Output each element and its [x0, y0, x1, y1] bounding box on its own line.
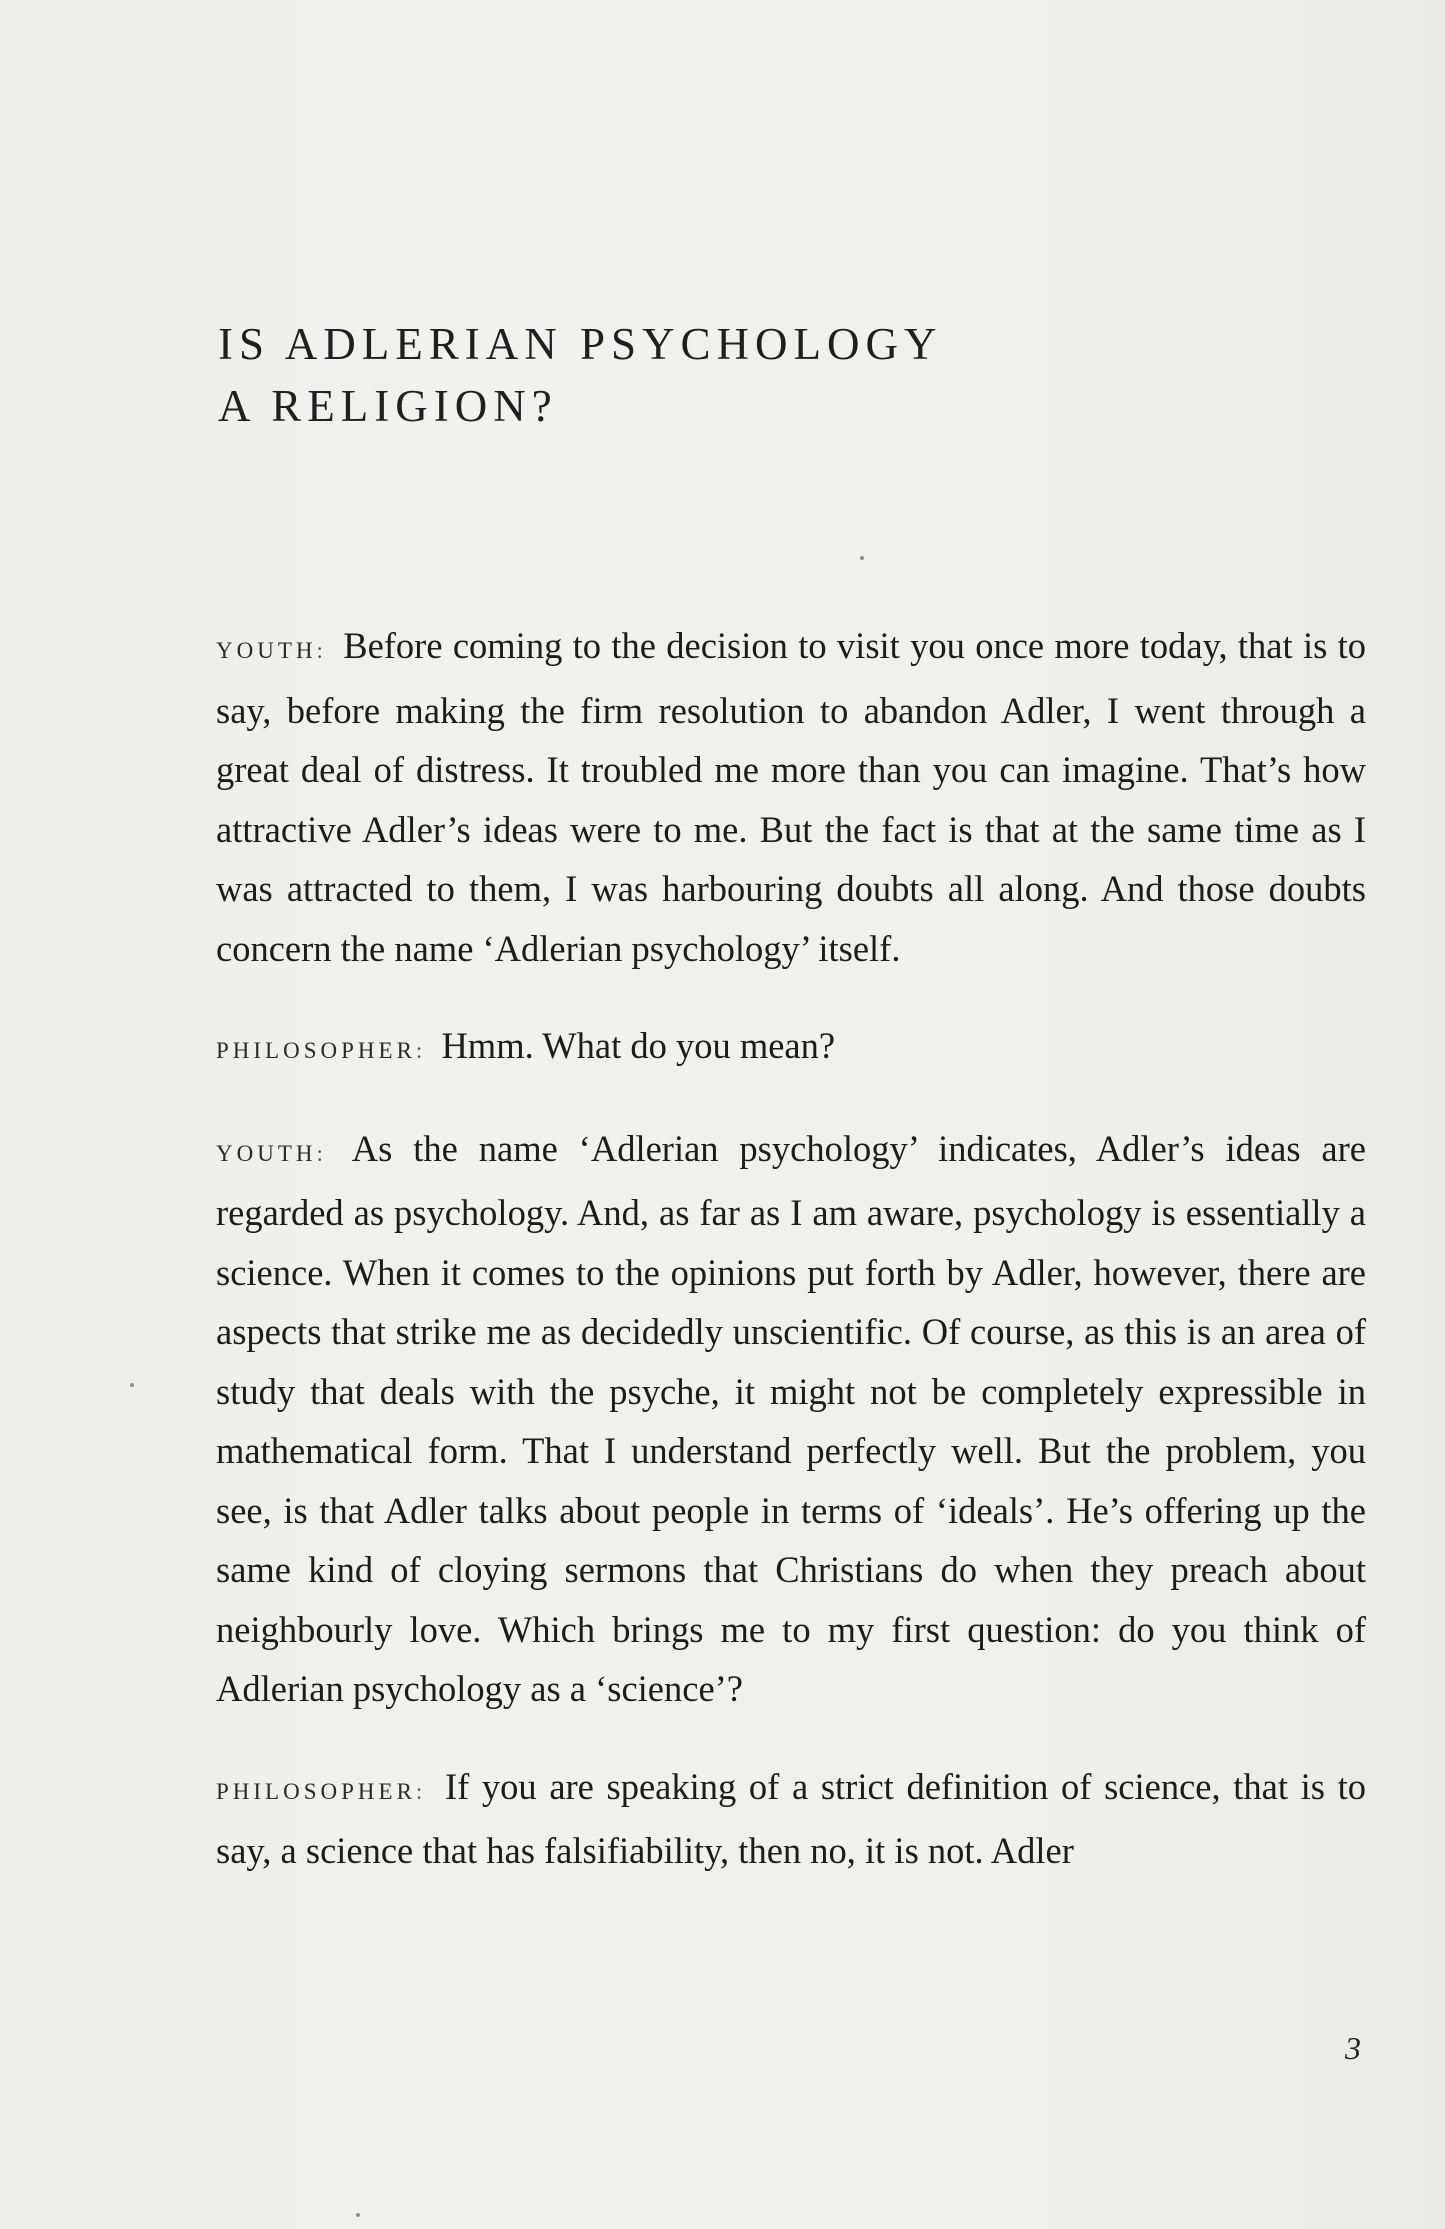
paper-speck	[130, 1383, 134, 1387]
paper-speck	[356, 2213, 360, 2217]
dialogue-paragraph	[216, 1119, 1366, 1719]
speaker-colon: :	[316, 1140, 323, 1166]
speaker-label: PHILOSOPHER	[216, 1038, 416, 1063]
dialogue-paragraph	[216, 1757, 1366, 1881]
paper-speck	[860, 556, 864, 560]
dialogue-text: Before coming to the decision to visit you once more today, that is to say, before making the firm resolution to abandon Adler, I went through a great deal of distress. It troubled me more than you can imagine. That’s how attractive Adler’s ideas were to me. But the fact is that at the same time as I was attracted to them, I was harbouring doubts all along. And those doubts concern the name ‘Adlerian psychology’ itself.	[216, 625, 1367, 969]
speaker-label: YOUTH	[216, 1140, 317, 1166]
chapter-title-line-1: IS ADLERIAN PSYCHOLOGY	[218, 319, 943, 369]
dialogue-paragraph	[216, 616, 1366, 978]
chapter-title	[218, 313, 1218, 437]
page-number: 3	[1345, 2030, 1361, 2066]
speaker-label: YOUTH	[216, 638, 317, 663]
dialogue-text: Hmm. What do you mean?	[441, 1025, 836, 1066]
speaker-colon: :	[415, 1778, 423, 1804]
speaker-colon: :	[316, 638, 323, 663]
chapter-title-line-2: A RELIGION?	[218, 381, 558, 431]
speaker-label: PHILOSOPHER	[216, 1778, 416, 1804]
dialogue-text: As the name ‘Adlerian psychology’ indicates, Adler’s ideas are regarded as psychology. And, as far as I am aware, psychology is essentially a science. When it comes to the opinions put forth by Adler, however, there are aspects that strike me as decidedly unscientific. Of course, as this is an area of study that deals with the psyche, it might not be completely expressible in mathematical form. That I understand perfectly well. But the problem, you see, is that Adler talks about people in terms of ‘ideals’. He’s offering up the same kind of cloying sermons that Christians do when they preach about neighbourly love. Which brings me to my first question: do you think of Adlerian psychology as a ‘science’?	[216, 1127, 1366, 1709]
dialogue-paragraph	[216, 1016, 1366, 1081]
dialogue-text: If you are speaking of a strict definition of science, that is to say, a science that has falsifiability, then no, it is not. Adler	[216, 1765, 1367, 1871]
dialogue-body	[216, 616, 1366, 1919]
speaker-colon: :	[415, 1038, 423, 1063]
